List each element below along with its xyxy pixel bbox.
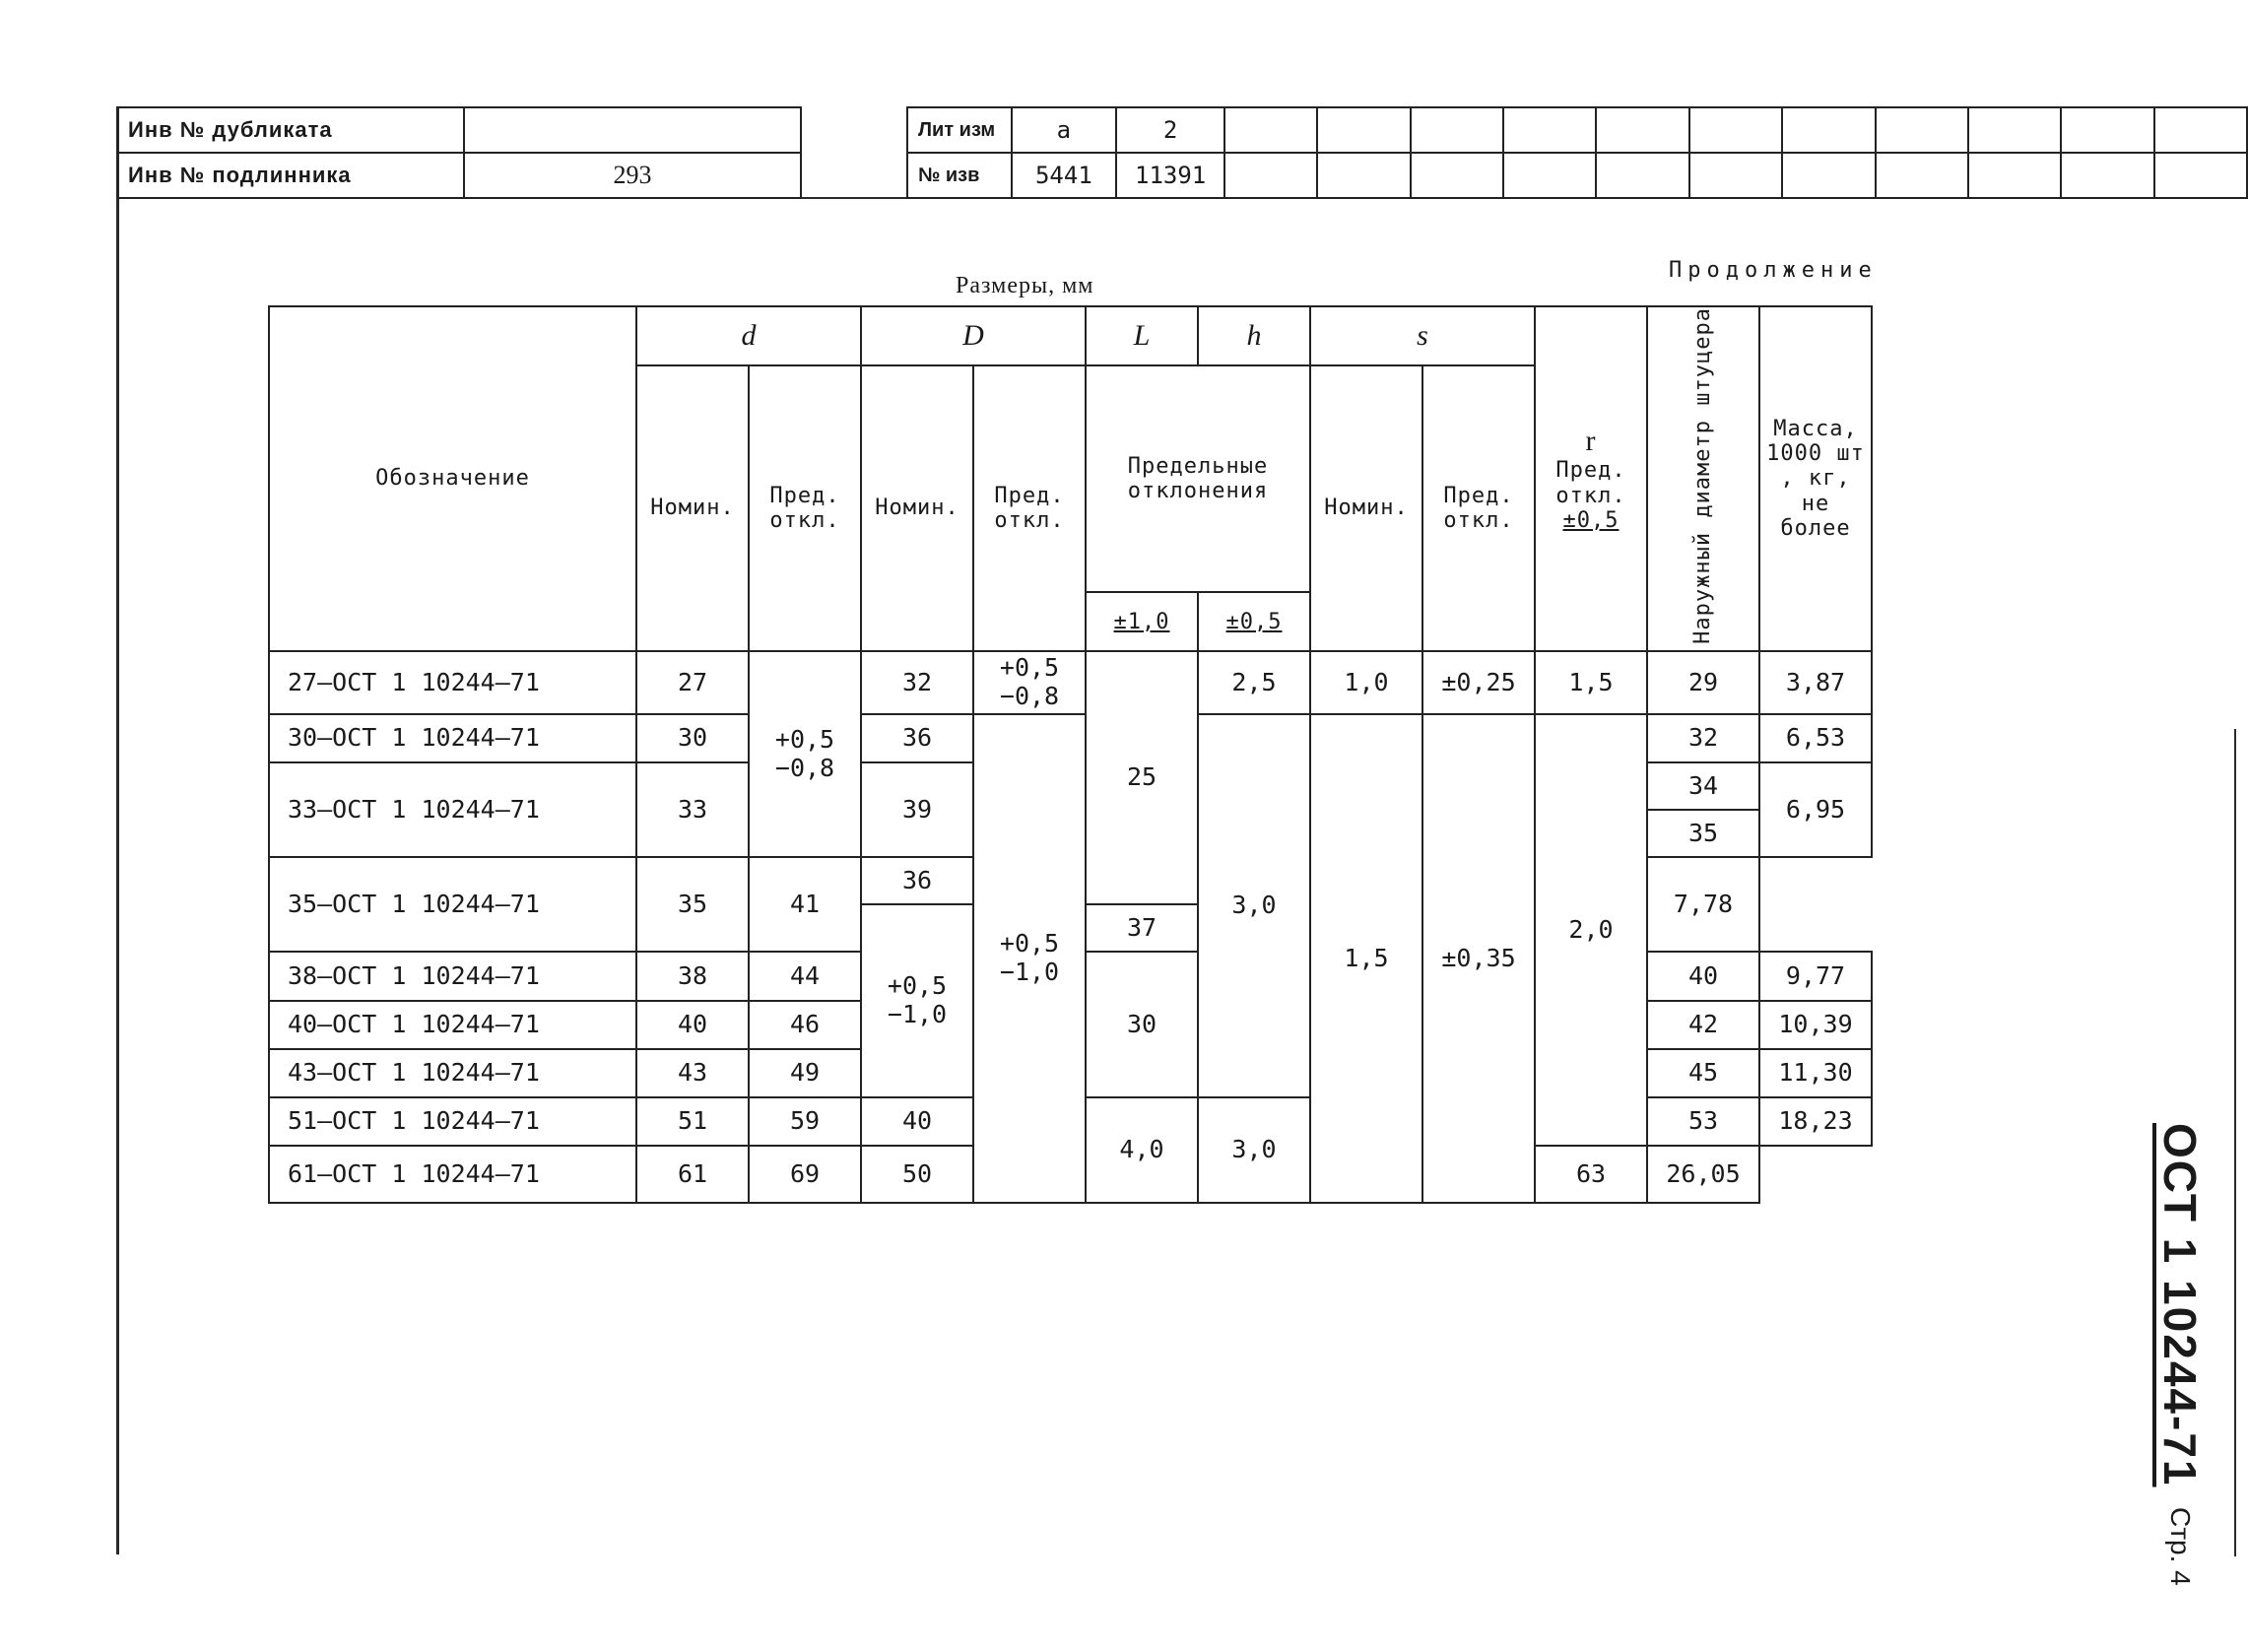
stamp-cell <box>1782 153 1875 198</box>
stamp-row-lit <box>907 107 2247 153</box>
stamp-cell <box>1876 153 1968 198</box>
cell-d-nominal: 35 <box>636 857 749 952</box>
page-number: Стр. 4 <box>2165 1506 2196 1586</box>
stamp-label: Инв № дубликата <box>117 107 464 153</box>
stamp-cell: 2 <box>1116 107 1224 153</box>
cell-outer-diameter: 63 <box>1535 1146 1647 1203</box>
table-row <box>269 1097 2059 1146</box>
stamp-cell <box>1689 153 1782 198</box>
stamp-cell <box>1503 153 1596 198</box>
cell-D-nominal: 39 <box>861 762 973 857</box>
header-row-symbols <box>269 306 2059 365</box>
cell-D-nominal: 69 <box>749 1146 861 1203</box>
stamp-cell <box>2154 107 2247 153</box>
cell-outer-diameter: 34 <box>1647 762 1759 810</box>
header-s-nominal: Номин. <box>1310 365 1422 651</box>
cell-mass: 6,53 <box>1759 714 1872 762</box>
cell-r: 3,0 <box>1198 1097 1310 1203</box>
header-h-symbol: h <box>1198 306 1310 365</box>
stamp-row-notice <box>907 153 2247 198</box>
stamp-cell <box>1596 153 1688 198</box>
cell-D-nominal: 41 <box>749 857 861 952</box>
cell-s-nominal: 1,0 <box>1310 651 1422 714</box>
header-d-nominal: Номин. <box>636 365 749 651</box>
stamp-row-original <box>117 153 801 198</box>
cell-outer-diameter: 35 <box>1647 810 1759 857</box>
cell-d-nominal: 51 <box>636 1097 749 1146</box>
stamp-cell <box>2154 153 2247 198</box>
header-s-tolerance: Пред. откл. <box>1422 365 1535 651</box>
frame-right-border <box>2234 729 2236 1556</box>
cell-s-tolerance: ±0,25 <box>1422 651 1535 714</box>
header-r-tolerance-label: Пред. откл. <box>1555 458 1626 508</box>
standard-code: ОСТ 1 10244-71 <box>2154 1123 2206 1487</box>
cell-d-tolerance: +0,5 −0,8 <box>749 651 861 857</box>
cell-D-tolerance: +0,5 −0,8 <box>973 651 1086 714</box>
stamp-cell <box>2061 153 2153 198</box>
cell-outer-diameter: 36 <box>861 857 973 904</box>
revision-stamp <box>906 106 2248 199</box>
stamp-cell <box>1411 153 1503 198</box>
stamp-cell <box>1968 107 2061 153</box>
cell-designation: 35–ОСТ 1 10244–71 <box>269 857 636 952</box>
frame-left-border <box>116 106 119 1554</box>
header-r-tolerance: ±0,5 <box>1562 507 1620 533</box>
stamp-cell <box>1968 153 2061 198</box>
cell-D-nominal: 49 <box>749 1049 861 1097</box>
cell-h: 4,0 <box>1086 1097 1198 1203</box>
cell-outer-diameter: 32 <box>1647 714 1759 762</box>
stamp-cell: 11391 <box>1116 153 1224 198</box>
cell-h: 2,5 <box>1198 651 1310 714</box>
stamp-label: Инв № подлинника <box>117 153 464 198</box>
cell-outer-diameter: 40 <box>1647 952 1759 1001</box>
cell-mass: 9,77 <box>1759 952 1872 1001</box>
stamp-label: № изв <box>907 153 1012 198</box>
inventory-stamp <box>116 106 802 199</box>
cell-outer-diameter: 53 <box>1647 1097 1759 1146</box>
stamp-label: Лит изм <box>907 107 1012 153</box>
stamp-cell: 5441 <box>1012 153 1117 198</box>
header-D-tolerance: Пред. откл. <box>973 365 1086 651</box>
cell-D-nominal: 44 <box>749 952 861 1001</box>
cell-D-nominal: 59 <box>749 1097 861 1146</box>
cell-L: 40 <box>861 1097 973 1146</box>
cell-outer-diameter: 37 <box>1086 904 1198 952</box>
header-d-tolerance: Пред. откл. <box>749 365 861 651</box>
header-h-tolerance: ±0,5 <box>1198 592 1310 651</box>
cell-s-tolerance: ±0,35 <box>1422 714 1535 1203</box>
cell-mass: 10,39 <box>1759 1001 1872 1049</box>
stamp-cell <box>1876 107 1968 153</box>
cell-designation: 61–ОСТ 1 10244–71 <box>269 1146 636 1203</box>
stamp-cell <box>1503 107 1596 153</box>
header-r-symbol: r <box>1585 424 1597 457</box>
cell-D-nominal: 36 <box>861 714 973 762</box>
stamp-cell: а <box>1012 107 1117 153</box>
stamp-cell <box>2061 107 2153 153</box>
cell-mass: 18,23 <box>1759 1097 1872 1146</box>
cell-L: 30 <box>1086 952 1198 1097</box>
table-row <box>269 651 2059 714</box>
sizes-caption: Размеры, мм <box>956 273 1094 298</box>
cell-designation: 40–ОСТ 1 10244–71 <box>269 1001 636 1049</box>
stamp-value <box>464 107 801 153</box>
header-outer-diameter <box>1647 306 1759 651</box>
stamp-value: 293 <box>464 153 801 198</box>
header-D-symbol: D <box>861 306 1086 365</box>
cell-L: 25 <box>1086 651 1198 904</box>
dimensions-table <box>268 305 2060 1204</box>
cell-mass: 3,87 <box>1759 651 1872 714</box>
standard-code-block <box>2153 1123 2207 1585</box>
stamp-cell <box>1596 107 1688 153</box>
cell-designation: 33–ОСТ 1 10244–71 <box>269 762 636 857</box>
cell-d-nominal: 30 <box>636 714 749 762</box>
cell-mass: 6,95 <box>1759 762 1872 857</box>
stamp-cell <box>1689 107 1782 153</box>
header-d-symbol: d <box>636 306 861 365</box>
header-L-tolerance: ±1,0 <box>1086 592 1198 651</box>
cell-designation: 51–ОСТ 1 10244–71 <box>269 1097 636 1146</box>
cell-designation: 43–ОСТ 1 10244–71 <box>269 1049 636 1097</box>
cell-s-nominal: 1,5 <box>1310 714 1422 1203</box>
stamp-row-duplicate <box>117 107 801 153</box>
header-L-symbol: L <box>1086 306 1198 365</box>
cell-L: 50 <box>861 1146 973 1203</box>
stamp-cell <box>1782 107 1875 153</box>
header-mass: Масса, 1000 шт , кг, не более <box>1759 306 1872 651</box>
cell-mass: 11,30 <box>1759 1049 1872 1097</box>
stamp-cell <box>1317 153 1410 198</box>
cell-d-nominal: 43 <box>636 1049 749 1097</box>
header-r <box>1535 306 1647 651</box>
cell-h: 3,0 <box>1198 714 1310 1097</box>
table-row <box>269 952 2059 1001</box>
cell-mass: 26,05 <box>1647 1146 1759 1203</box>
cell-D-tolerance: +0,5 −1,0 <box>973 714 1086 1203</box>
continuation-caption: Продолжение <box>1669 258 1878 283</box>
cell-d-nominal: 61 <box>636 1146 749 1203</box>
cell-r: 1,5 <box>1535 651 1647 714</box>
stamp-cell <box>1411 107 1503 153</box>
cell-d-nominal: 33 <box>636 762 749 857</box>
cell-d-nominal: 27 <box>636 651 749 714</box>
cell-r: 2,0 <box>1535 714 1647 1146</box>
header-limit-deviations: Предельные отклонения <box>1086 365 1310 592</box>
stamp-cell <box>1317 107 1410 153</box>
cell-d-nominal: 38 <box>636 952 749 1001</box>
cell-designation: 30–ОСТ 1 10244–71 <box>269 714 636 762</box>
cell-outer-diameter: 29 <box>1647 651 1759 714</box>
header-D-nominal: Номин. <box>861 365 973 651</box>
stamp-cell <box>1224 153 1317 198</box>
cell-mass: 7,78 <box>1647 857 1759 952</box>
cell-outer-diameter: 45 <box>1647 1049 1759 1097</box>
cell-d-tolerance: +0,5 −1,0 <box>861 904 973 1097</box>
cell-D-nominal: 32 <box>861 651 973 714</box>
header-designation: Обозначение <box>269 306 636 651</box>
cell-designation: 38–ОСТ 1 10244–71 <box>269 952 636 1001</box>
cell-d-nominal: 40 <box>636 1001 749 1049</box>
header-s-symbol: s <box>1310 306 1535 365</box>
cell-designation: 27–ОСТ 1 10244–71 <box>269 651 636 714</box>
cell-outer-diameter: 42 <box>1647 1001 1759 1049</box>
cell-D-nominal: 46 <box>749 1001 861 1049</box>
stamp-cell <box>1224 107 1317 153</box>
header-outer-diameter-text: Наружный диаметр штуцера <box>1689 307 1715 644</box>
